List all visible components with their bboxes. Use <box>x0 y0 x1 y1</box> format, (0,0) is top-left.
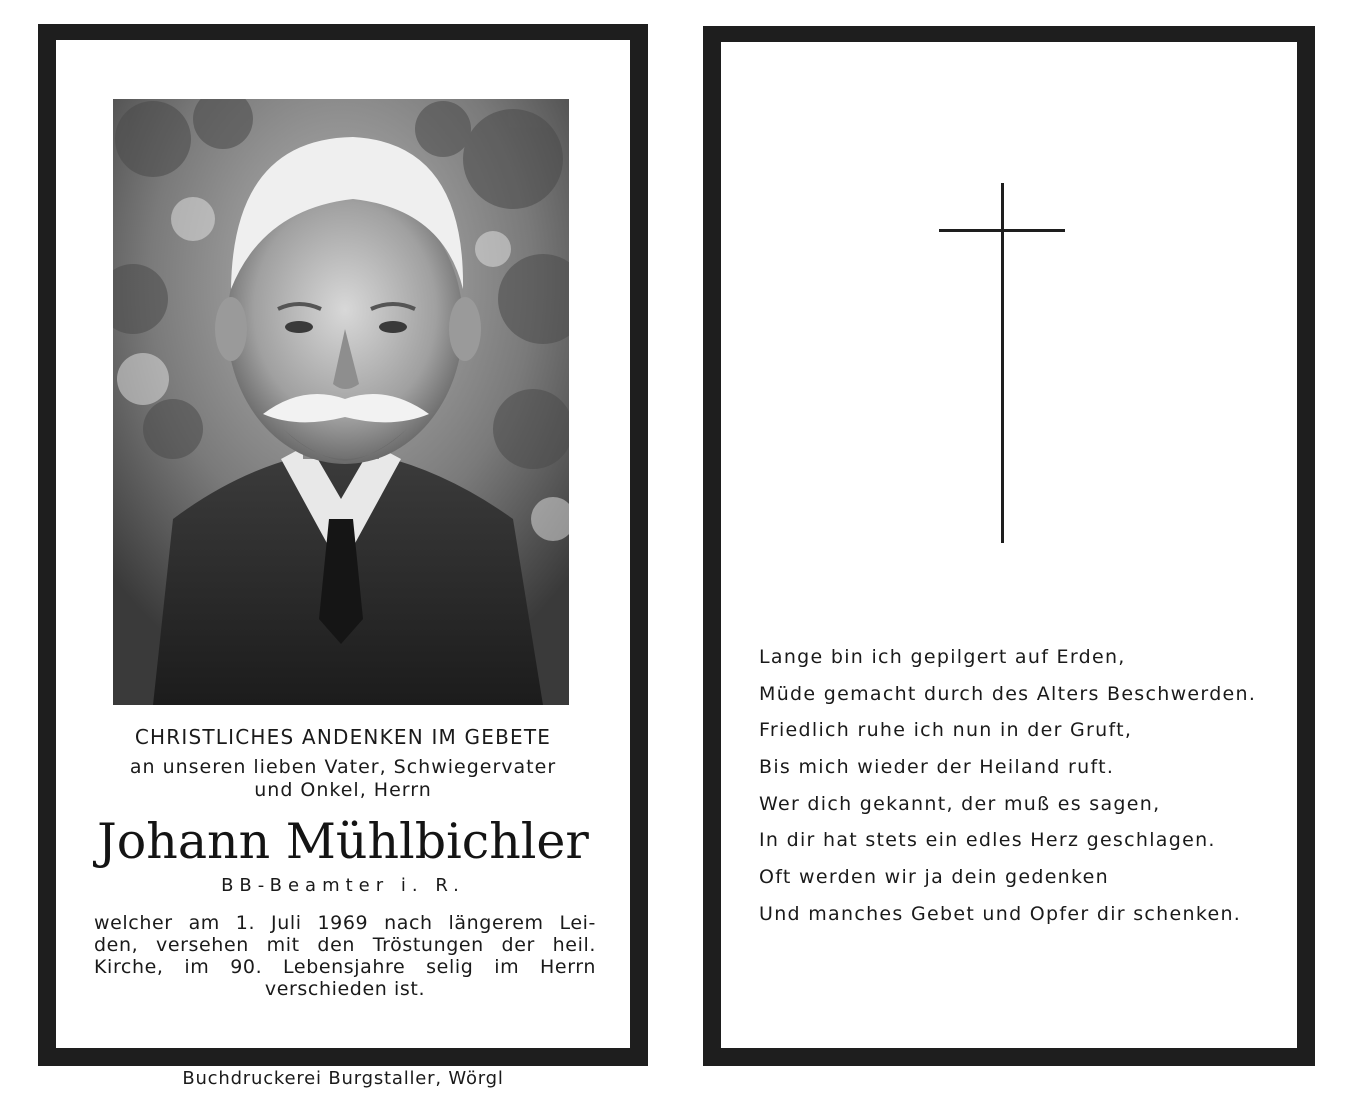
poem-line: Lange bin ich gepilgert auf Erden, <box>759 646 1126 668</box>
poem-line: Müde gemacht durch des Alters Beschwerden. <box>759 682 1257 705</box>
cross-icon-bar <box>939 229 1065 232</box>
death-notice-line: verschieden ist. <box>264 978 426 1000</box>
deceased-name: Johann Mühlbichler <box>97 813 589 870</box>
poem-line: Friedlich ruhe ich nun in der Gruft, <box>759 719 1133 742</box>
poem <box>759 644 1279 938</box>
poem-line: In dir hat stets ein edles Herz geschlagen. <box>759 829 1216 852</box>
dedication-line-2: und Onkel, Herrn <box>254 779 432 801</box>
death-notice <box>94 912 596 1000</box>
dedication-line-1: an unseren lieben Vater, Schwiegervater <box>129 756 557 778</box>
memorial-card-front <box>38 24 648 1066</box>
card-back-paper <box>721 42 1297 1048</box>
death-notice-line: Kirche, im 90. Lebensjahre selig im Herrn <box>94 956 596 978</box>
printer-credit: Buchdruckerei Burgstaller, Wörgl <box>182 1068 504 1089</box>
poem-line: Oft werden wir ja dein gedenken <box>759 866 1109 889</box>
portrait-photo <box>113 99 569 705</box>
poem-line: Wer dich gekannt, der muß es sagen, <box>759 792 1161 815</box>
occupation: BB-Beamter i. R. <box>221 875 465 896</box>
poem-line: Und manches Gebet und Opfer dir schenken. <box>759 902 1242 925</box>
cross-icon <box>1001 183 1004 543</box>
death-notice-line: den, versehen mit den Tröstungen der heil. <box>94 934 596 956</box>
memorial-heading: CHRISTLICHES ANDENKEN IM GEBETE <box>134 725 552 749</box>
card-front-paper <box>56 40 630 1048</box>
memorial-card-back <box>703 26 1315 1066</box>
poem-line: Bis mich wieder der Heiland ruft. <box>759 756 1115 779</box>
death-notice-line: welcher am 1. Juli 1969 nach längerem Lei- <box>94 912 596 934</box>
